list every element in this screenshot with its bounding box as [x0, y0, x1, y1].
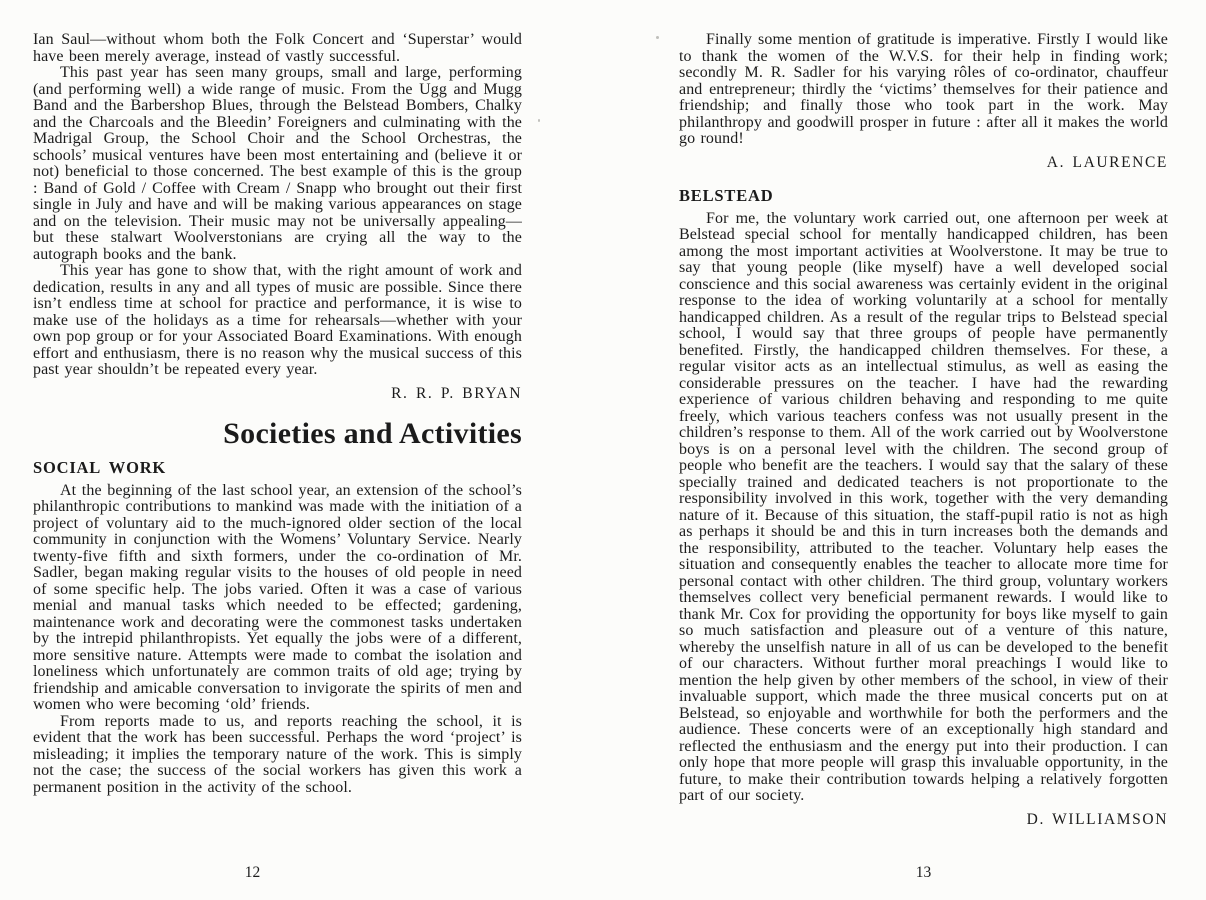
paragraph: This past year has seen many groups, small and large, performing (and performing well) a wide range of music. From the Ugg and Mugg Band and the Barbershop Blues, through the Belstead Bombers, Chalky and the Charcoals and the Bleedin’ Foreigners and culminating with the Madrigal Group, the School Choir and the School Orchestras, the schools’ musical ventures have been most entertaining and (believe it or not) beneficial to those concerned. The best example of this is the group : Band of Gold / Coffee with Cream / Snapp who brought out their first single in July and have and will be making various appearances on stage and on the television. Their music may not be universally appealing—but these stalwart Woolverstonians are crying all the way to the autograph books and the bank.	[33, 64, 522, 263]
paragraph: From reports made to us, and reports reaching the school, it is evident that the work has been successful. Perhaps the word ‘project’ is misleading; it implies the temporary nature of the work. This is simply not the case; the success of the social workers has given this work a permanent position in the activity of the school.	[33, 712, 522, 796]
paragraph: At the beginning of the last school year, an extension of the school’s philanthropic contributions to mankind was made with the initiation of a project of voluntary aid to the much-ignored older section of the local community in conjunction with the Womens’ Voluntary Service. Nearly twenty-five fifth and sixth formers, under the co-ordination of Mr. Sadler, began making regular visits to the houses of old people in need of some specific help. The jobs varied. Often it was a case of various menial and manual tasks which needed to be effected; gardening, maintenance work and decorating were the commonest tasks undertaken by the intrepid philanthropists. Yet equally the jobs were of a different, more sensitive nature. Attempts were made to combat the isolation and loneliness which unfortunately are common traits of old age; trying by friendship and amicable conversation to invigorate the spirits of men and women who were becoming ‘old’ friends.	[33, 481, 522, 713]
author-signature: D. WILLIAMSON	[1026, 810, 1168, 828]
paragraph: For me, the voluntary work carried out, one afternoon per week at Belstead special school for mentally handicapped children, has been among the most important activities at Woolverstone. It may be true to say that young people (like myself) have a well developed social conscience and this social awareness was certainly evident in the original response to the idea of working voluntarily at a school for mentally handicapped children. As a result of the regular trips to Belstead special school, I would say that three groups of people have permanently benefited. Firstly, the handicapped children themselves. For these, a regular visitor acts as an intellectual stimulus, as well as easing the considerable pressures on the teacher. I have had the rewarding experience of various children behaving and responding to me quite freely, which various teachers confess was not usually present in the children’s response to them. All of the work carried out by Woolverstone boys is on a personal level with the children. The second group of people who benefit are the teachers. I would say that the salary of these specially trained and dedicated teachers is not proportionate to the responsibility involved in this work, together with the very demanding nature of it. Because of this situation, the staff-pupil ratio is not as high as perhaps it should be and this in turn increases both the demands and the responsibility, attributed to the teacher. Voluntary help eases the situation and consequently enables the teacher to allocate more time for personal contact with other children. The third group, voluntary workers themselves collect very beneficial permanent rewards. I would like to thank Mr. Cox for providing the opportunity for boys like myself to gain so much satisfaction and pleasure out of a venture of this nature, whereby the unselfish nature in all of us can be developed to the benefit of our characters. Without further moral preachings I would like to mention the help given by other members of the school, in view of their invaluable support, which made the three musical concerts put on at Belstead, so enjoyable and worthwhile for both the performers and the audience. These concerts were of an exceptionally high standard and reflected the enthusiasm and the energy put into their production. I can only hope that more people will grasp this invaluable opportunity, in the future, to make their contribution towards helping a relatively forgotten part of our society.	[679, 209, 1168, 804]
scan-speck	[656, 36, 659, 39]
subsection-heading-social-work: SOCIAL WORK	[33, 457, 167, 477]
subsection-heading-belstead: BELSTEAD	[679, 185, 774, 205]
paragraph: Ian Saul—without whom both the Folk Concert and ‘Superstar’ would have been merely average, instead of vastly successful.	[33, 31, 522, 65]
page-number-left: 12	[244, 864, 261, 881]
author-signature: R. R. P. BRYAN	[391, 384, 522, 402]
page-number-right: 13	[915, 864, 932, 881]
scan-speck	[538, 119, 540, 122]
author-signature: A. LAURENCE	[1046, 153, 1168, 171]
page-12	[33, 32, 522, 796]
section-title: Societies and Activities	[223, 416, 522, 450]
paragraph: This year has gone to show that, with the right amount of work and dedication, results in any and all types of music are possible. Since there isn’t endless time at school for practice and performance, it is wise to make use of the holidays as a time for rehearsals—whether with your own pop group or for your Associated Board Examinations. With enough effort and enthusiasm, there is no reason why the musical success of this past year shouldn’t be repeated every year.	[33, 262, 522, 378]
paragraph: Finally some mention of gratitude is imperative. Firstly I would like to thank the women of the W.V.S. for their help in finding work; secondly M. R. Sadler for his varying rôles of co-ordinator, chauffeur and entrepreneur; thirdly the ‘victims’ themselves for their patience and friendship; and finally those who took part in the work. May philanthropy and goodwill prosper in future : after all it makes the world go round!	[679, 31, 1168, 147]
page-13	[679, 32, 1168, 828]
